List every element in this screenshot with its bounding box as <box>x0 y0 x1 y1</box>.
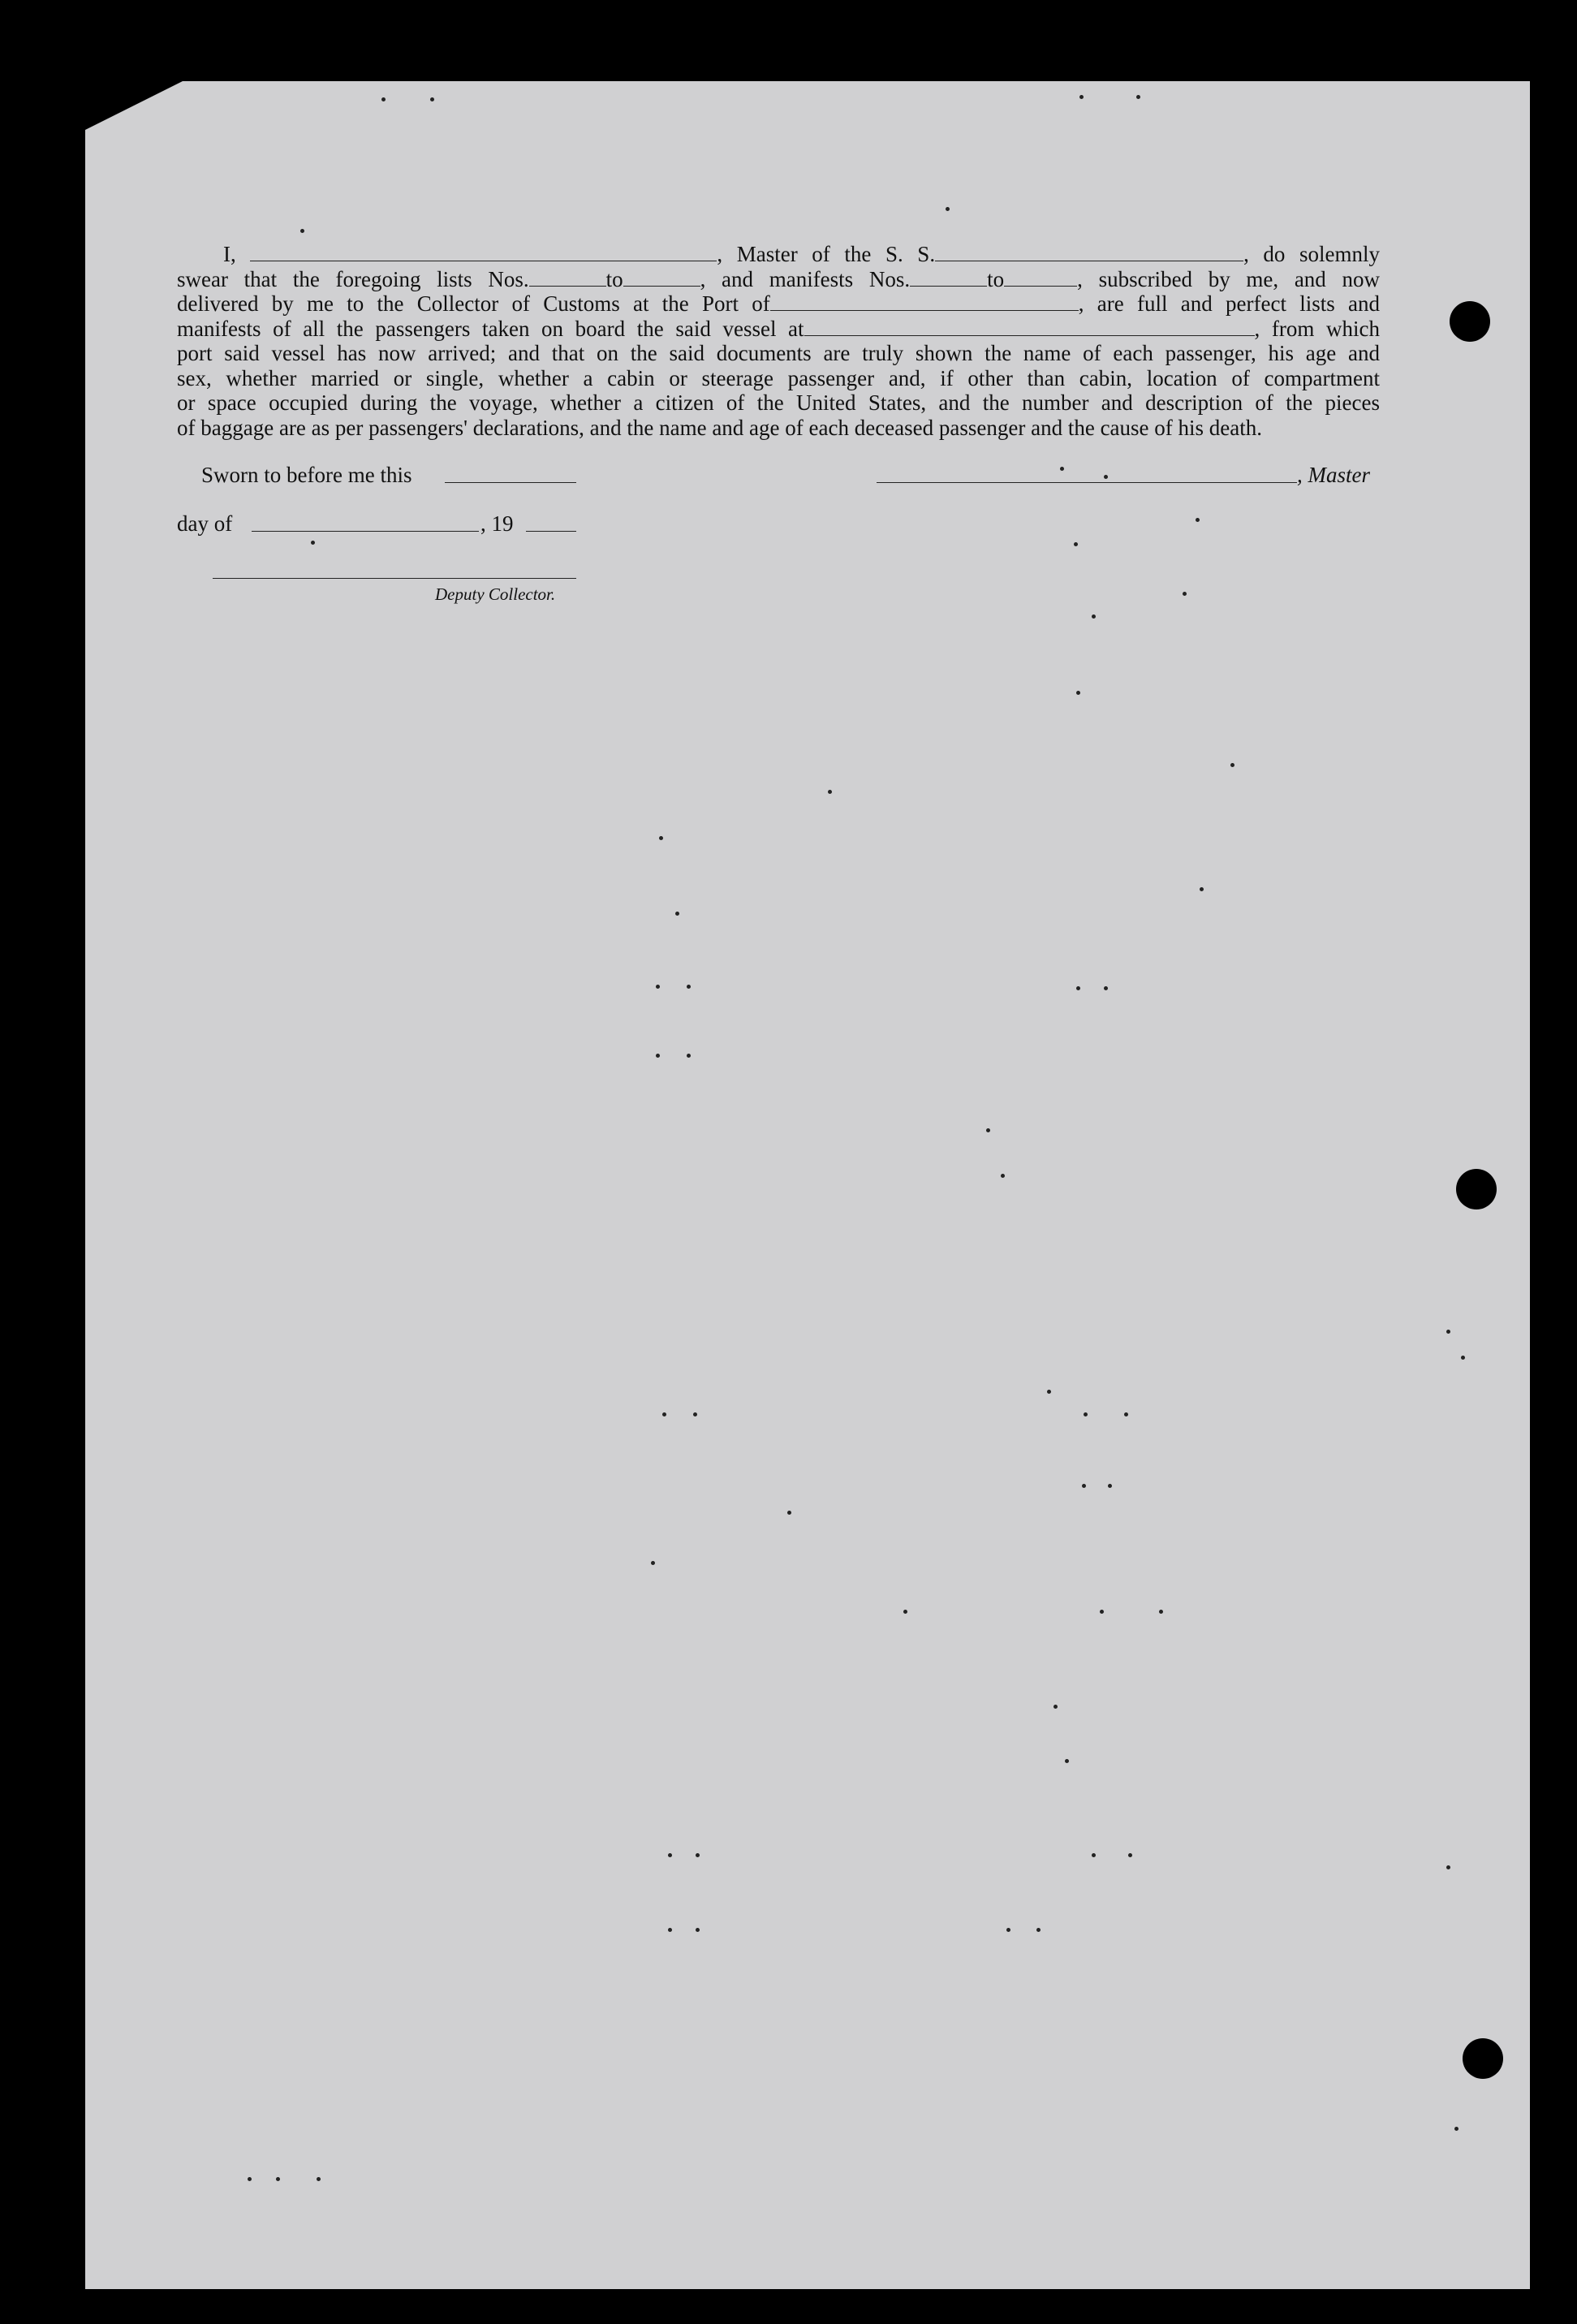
deputy-signature-line[interactable] <box>213 568 576 579</box>
speck <box>1092 614 1096 619</box>
year-blank[interactable] <box>526 516 576 532</box>
speck <box>1104 986 1108 990</box>
master-name-blank[interactable] <box>250 246 717 261</box>
oath-line-3: delivered by me to the Collector of Customs at the Port of , are full and perfect lists and <box>177 291 1380 316</box>
oath-line-1: I, , Master of the S. S. , do solemnly <box>223 242 1381 266</box>
speck <box>946 207 950 211</box>
speck <box>787 1511 791 1515</box>
speck <box>1196 518 1200 522</box>
speck <box>317 2177 321 2181</box>
speck <box>687 1054 691 1058</box>
speck <box>1200 887 1204 891</box>
lists-from-blank[interactable] <box>529 271 606 287</box>
speck <box>687 985 691 989</box>
speck <box>1065 1759 1069 1763</box>
year-prefix: , 19 <box>480 511 514 536</box>
master-label: , Master <box>1297 463 1370 487</box>
master-signature-line[interactable] <box>877 468 1297 483</box>
speck <box>662 1412 666 1416</box>
speck <box>1074 542 1078 546</box>
speck <box>1461 1356 1465 1360</box>
speck <box>1124 1412 1128 1416</box>
speck <box>668 1928 672 1932</box>
speck <box>1082 1484 1086 1488</box>
sworn-label: Sworn to before me this <box>201 463 412 487</box>
speck <box>276 2177 280 2181</box>
oath-line-2: swear that the foregoing lists Nos. to , and manifests Nos. to , subscribed by me, and now <box>177 266 1380 291</box>
speck <box>1060 467 1064 471</box>
speck <box>1053 1705 1058 1709</box>
speck <box>668 1853 672 1857</box>
speck <box>1104 475 1108 479</box>
speck <box>311 541 315 545</box>
speck <box>1136 95 1140 99</box>
oath-line-8: of baggage are as per passengers' declarations, and the name and age of each deceased passenger and the cause of his death. <box>177 415 1263 440</box>
manifests-from-blank[interactable] <box>910 271 987 287</box>
deputy-collector-label: Deputy Collector. <box>435 584 556 604</box>
speck <box>1047 1390 1051 1394</box>
speck <box>656 1054 660 1058</box>
speck <box>1084 1412 1088 1416</box>
oath-line-6: sex, whether married or single, whether a cabin or steerage passenger and, if other than cabin, location of compartment <box>177 365 1380 390</box>
speck <box>675 912 679 916</box>
speck <box>1446 1330 1450 1334</box>
speck <box>1108 1484 1112 1488</box>
speck <box>248 2177 252 2181</box>
speck <box>1001 1174 1005 1178</box>
oath-line-4: manifests of all the passengers taken on board the said vessel at , from which <box>177 316 1380 341</box>
speck <box>659 836 663 840</box>
embarkation-port-blank[interactable] <box>804 321 1255 336</box>
speck <box>696 1928 700 1932</box>
month-blank[interactable] <box>252 516 479 532</box>
master-oath-paragraph <box>177 242 1380 440</box>
speck <box>1446 1865 1450 1869</box>
punch-hole-top <box>1450 301 1490 342</box>
speck <box>1076 986 1080 990</box>
ship-name-blank[interactable] <box>935 246 1243 261</box>
sworn-date-blank[interactable] <box>445 468 576 483</box>
speck <box>430 97 434 101</box>
speck <box>1036 1928 1041 1932</box>
day-of-label: day of <box>177 511 233 536</box>
speck <box>651 1561 655 1565</box>
speck <box>300 229 304 233</box>
speck <box>1128 1853 1132 1857</box>
speck <box>1006 1928 1010 1932</box>
speck <box>1079 95 1084 99</box>
lists-to-blank[interactable] <box>623 271 700 287</box>
speck <box>828 790 832 794</box>
speck <box>1100 1610 1104 1614</box>
speck <box>986 1128 990 1132</box>
oath-line-7: or space occupied during the voyage, whether a citizen of the United States, and the number and description of the pieces <box>177 390 1380 415</box>
oath-line-5: port said vessel has now arrived; and that on the said documents are truly shown the name of each passenger, his age and <box>177 341 1380 365</box>
speck <box>903 1610 907 1614</box>
punch-hole-middle <box>1456 1169 1497 1209</box>
speck <box>1076 691 1080 695</box>
punch-hole-bottom <box>1463 2038 1503 2079</box>
speck <box>1183 592 1187 596</box>
speck <box>656 985 660 989</box>
speck <box>696 1853 700 1857</box>
speck <box>1092 1853 1096 1857</box>
speck <box>1159 1610 1163 1614</box>
manifests-to-blank[interactable] <box>1004 271 1077 287</box>
speck <box>693 1412 697 1416</box>
speck <box>381 97 386 101</box>
speck <box>1230 763 1234 767</box>
port-blank[interactable] <box>770 295 1079 311</box>
speck <box>1454 2127 1459 2131</box>
